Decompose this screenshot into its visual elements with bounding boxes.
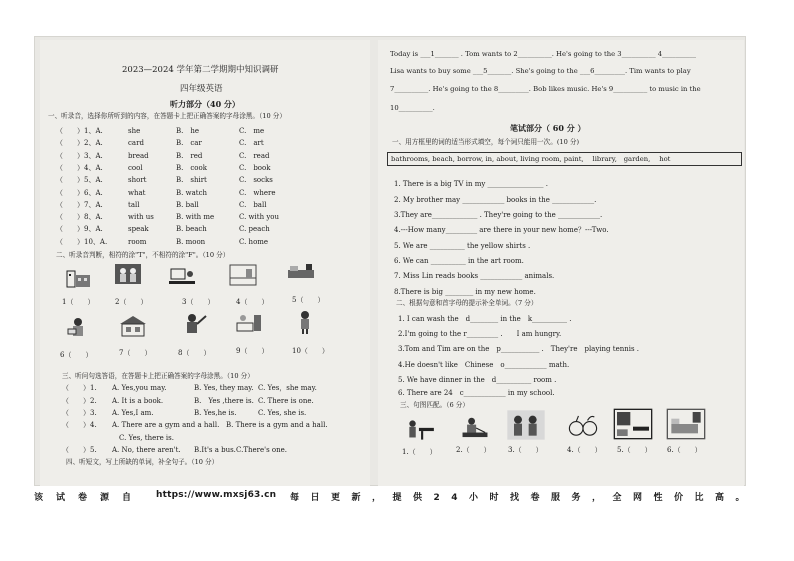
q1-option-c: C. art (239, 139, 264, 148)
q1-number: （ ）1、A. (56, 127, 103, 135)
w3-label-6: 6.（ ） (667, 446, 702, 454)
w2-item: 2.I'm going to the r_________ . I am hungry. (398, 330, 562, 338)
teacher-picture (404, 416, 436, 444)
group-picture (506, 408, 546, 442)
q3-option-b: B. There is a gym and a hall. (226, 421, 328, 429)
footer-service-text: 每日更新，提供24小时找卷服务，全网性价比高。 (290, 493, 757, 503)
q1-option-b: B. shirt (176, 176, 207, 185)
q3-row4-option-c: C. Yes, there is. (119, 434, 174, 442)
q1-option-a: what (128, 188, 146, 197)
q3-option-a: A. Yes,you may. (112, 384, 167, 392)
q1-option-c: C. ball (239, 200, 267, 209)
w3-label-4: 4.（ ） (567, 446, 602, 454)
boy-standing-picture (290, 310, 320, 334)
q1-option-b: B. red (176, 151, 203, 160)
w2-item: 6. There are 24 c____________ in my school. (398, 389, 555, 397)
q1-number: （ ）4、A. (56, 163, 103, 172)
w1-item: 4.---How many_________ are there in your new home？---Two. (394, 226, 609, 234)
q3-option-a: A. It is a book. (112, 397, 164, 405)
q2-label-8: 8（ ） (178, 349, 211, 357)
w3-label-3: 3.（ ） (508, 446, 543, 454)
bedroom-picture (666, 408, 706, 440)
house-picture (118, 314, 148, 338)
children-picture (113, 262, 143, 286)
q1-option-a: she (128, 127, 141, 135)
word-bank: bathrooms, beach, borrow, in, about, living room, paint, library, garden, hot (391, 155, 671, 163)
q2-label-5: 5（ ） (292, 296, 325, 304)
q3-option-c: C. There is one. (258, 397, 314, 405)
w3-label-2: 2.（ ） (456, 446, 491, 454)
w1-item: 5. We are __________ the yellow shirts . (394, 242, 531, 250)
q2-label-9: 9（ ） (236, 347, 269, 355)
w2-item: 5. We have dinner in the d__________ room . (398, 376, 557, 384)
footer-source-text: 该试卷源自 (34, 493, 145, 503)
drawing-picture (458, 414, 492, 442)
w1-instruction: 一、用方框里的词的适当形式填空，每个词只能用一次。(10 分) (392, 138, 580, 146)
q1-option-b: B. with me (176, 213, 215, 222)
q2-label-6: 6（ ） (60, 351, 93, 359)
listening-title: 听力部分（40 分） (170, 99, 240, 109)
q3-option-a: A. Yes,I am. (112, 409, 154, 417)
q1-number: （ ）6、A. (56, 188, 103, 197)
w1-item: 2. My brother may ____________ books in the ____________. (394, 196, 597, 204)
q1-instruction: 一、听录音，选择你所听到的内容，在答题卡上把正确答案的字母涂黑。（10 分） (48, 112, 286, 120)
q1-option-c: C. me (239, 127, 265, 135)
q1-option-a: card (128, 139, 144, 148)
w2-item: 1. I can wash the d________ in the k__________ . (398, 315, 572, 323)
q1-number: （ ）5、A. (56, 176, 103, 185)
q1-option-c: C. with you (239, 213, 280, 222)
bathroom-picture (234, 311, 264, 335)
q1-number: （ ）2、A. (56, 139, 103, 148)
q2-label-10: 10（ ） (292, 347, 329, 355)
q3-number: （ ）1. (62, 384, 97, 392)
w1-item: 7. Miss Lin reads books ____________ animals. (394, 272, 555, 280)
q1-option-a: short (128, 176, 147, 185)
exam-subtitle: 四年级英语 (180, 84, 223, 94)
q1-option-c: C. where (239, 188, 276, 197)
q2-label-2: 2（ ） (115, 298, 148, 306)
q1-option-a: with us (128, 213, 154, 222)
kid-waving-picture (180, 312, 210, 336)
q1-option-c: C. read (239, 151, 270, 160)
q1-option-c: C. home (239, 237, 269, 246)
q3-option-a: A. There are a gym and a hall. (112, 421, 220, 429)
classroom-picture (612, 408, 654, 440)
q3-number: （ ）5. (62, 446, 97, 454)
q3-option-b: B. Yes ,there is. (194, 397, 254, 405)
q3-option-c: C. Yes, she is. (258, 409, 307, 417)
q2-instruction: 二、听录音判断，相符的涂"T"，不相符的涂"F"。（10 分） (56, 251, 230, 259)
q1-option-b: B. car (176, 139, 202, 148)
computer-desk-picture (167, 265, 197, 289)
q3-option-b: B.It's a bus. (194, 446, 236, 454)
q1-option-b: B. ball (176, 200, 199, 209)
q2-label-3: 3（ ） (182, 298, 215, 306)
w3-instruction: 三、句图匹配。（6 分） (400, 401, 469, 409)
passage-line: Today is ___1_______ . Tom wants to 2__________. He's going to the 3__________ 4__________ (390, 50, 697, 58)
q3-option-b: B. Yes,he is. (194, 409, 237, 417)
q1-option-a: tall (128, 200, 140, 209)
q1-number: （ ）9、A. (56, 225, 103, 234)
q3-number: （ ）3. (62, 409, 97, 417)
q2-label-1: 1（ ） (62, 298, 95, 306)
q1-option-b: B. beach (176, 225, 207, 234)
passage-line: 7__________. He's going to the 8_________. Bob likes music. He's 9__________ to music in the (390, 85, 701, 93)
q3-option-a: A. No, there aren't. (112, 446, 181, 454)
q2-label-7: 7（ ） (119, 349, 152, 357)
q3-number: （ ）4. (62, 421, 97, 429)
exam-header: 2023—2024 学年第二学期期中知识调研 (122, 65, 279, 75)
q1-option-b: B. moon (176, 237, 206, 246)
fruits-picture (566, 410, 600, 440)
building-picture (64, 265, 94, 289)
q1-option-c: C. peach (239, 225, 270, 234)
passage-line: 10__________. (390, 104, 435, 112)
q2-label-4: 4（ ） (236, 298, 269, 306)
girl-reading-picture (64, 316, 94, 340)
w1-item: 1. There is a big TV in my ________________ . (394, 180, 549, 188)
q1-option-a: room (128, 237, 147, 246)
w2-item: 3.Tom and Tim are on the p___________ . They're playing tennis . (398, 345, 640, 353)
bed-picture (286, 260, 316, 284)
footer-url[interactable]: https://www.mxsj63.cn (156, 490, 277, 500)
w2-item: 4.He doesn't like Chinese o____________ math. (398, 361, 570, 369)
w1-item: 3.They are_____________ . They're going to the ____________. (394, 211, 603, 219)
q1-number: （ ）3、A. (56, 151, 103, 160)
q1-number: （ ）10、A. (56, 237, 108, 246)
w3-label-1: 1.（ ） (402, 448, 437, 456)
passage-line: Lisa wants to buy some ___5_______. She's going to the ___6_________. Tim wants to play (390, 67, 691, 75)
room-picture (228, 263, 258, 287)
q1-option-b: B. he (176, 127, 200, 135)
w2-instruction: 二、根据句意和首字母的提示补全单词。（7 分） (396, 299, 538, 307)
q4-instruction: 四、听短文，写上所缺的单词，补全句子。（10 分） (66, 458, 219, 466)
written-title: 笔试部分（ 60 分 ） (510, 123, 586, 133)
footer-bar (34, 490, 774, 504)
q1-option-c: C. book (239, 163, 271, 172)
q3-instruction: 三、听问句选答语，在答题卡上把正确答案的字母涂黑。（10 分） (62, 372, 254, 380)
q1-option-a: speak (128, 225, 149, 234)
q1-number: （ ）7、A. (56, 200, 103, 209)
q1-number: （ ）8、A. (56, 213, 103, 222)
q1-option-b: B. watch (176, 188, 208, 197)
q1-option-a: bread (128, 151, 149, 160)
w1-item: 8.There is big ________ in my new home. (394, 288, 536, 296)
q3-option-c: C. Yes，she may. (258, 384, 317, 392)
q1-option-c: C. socks (239, 176, 273, 185)
q3-option-c: C.There's one. (236, 446, 287, 454)
q3-number: （ ）2. (62, 397, 97, 405)
w1-item: 6. We can __________ in the art room. (394, 257, 524, 265)
q1-option-b: B. cook (176, 163, 207, 172)
q1-option-a: cool (128, 163, 143, 172)
w3-label-5: 5.（ ） (617, 446, 652, 454)
q3-option-b: B. Yes, they may. (194, 384, 254, 392)
